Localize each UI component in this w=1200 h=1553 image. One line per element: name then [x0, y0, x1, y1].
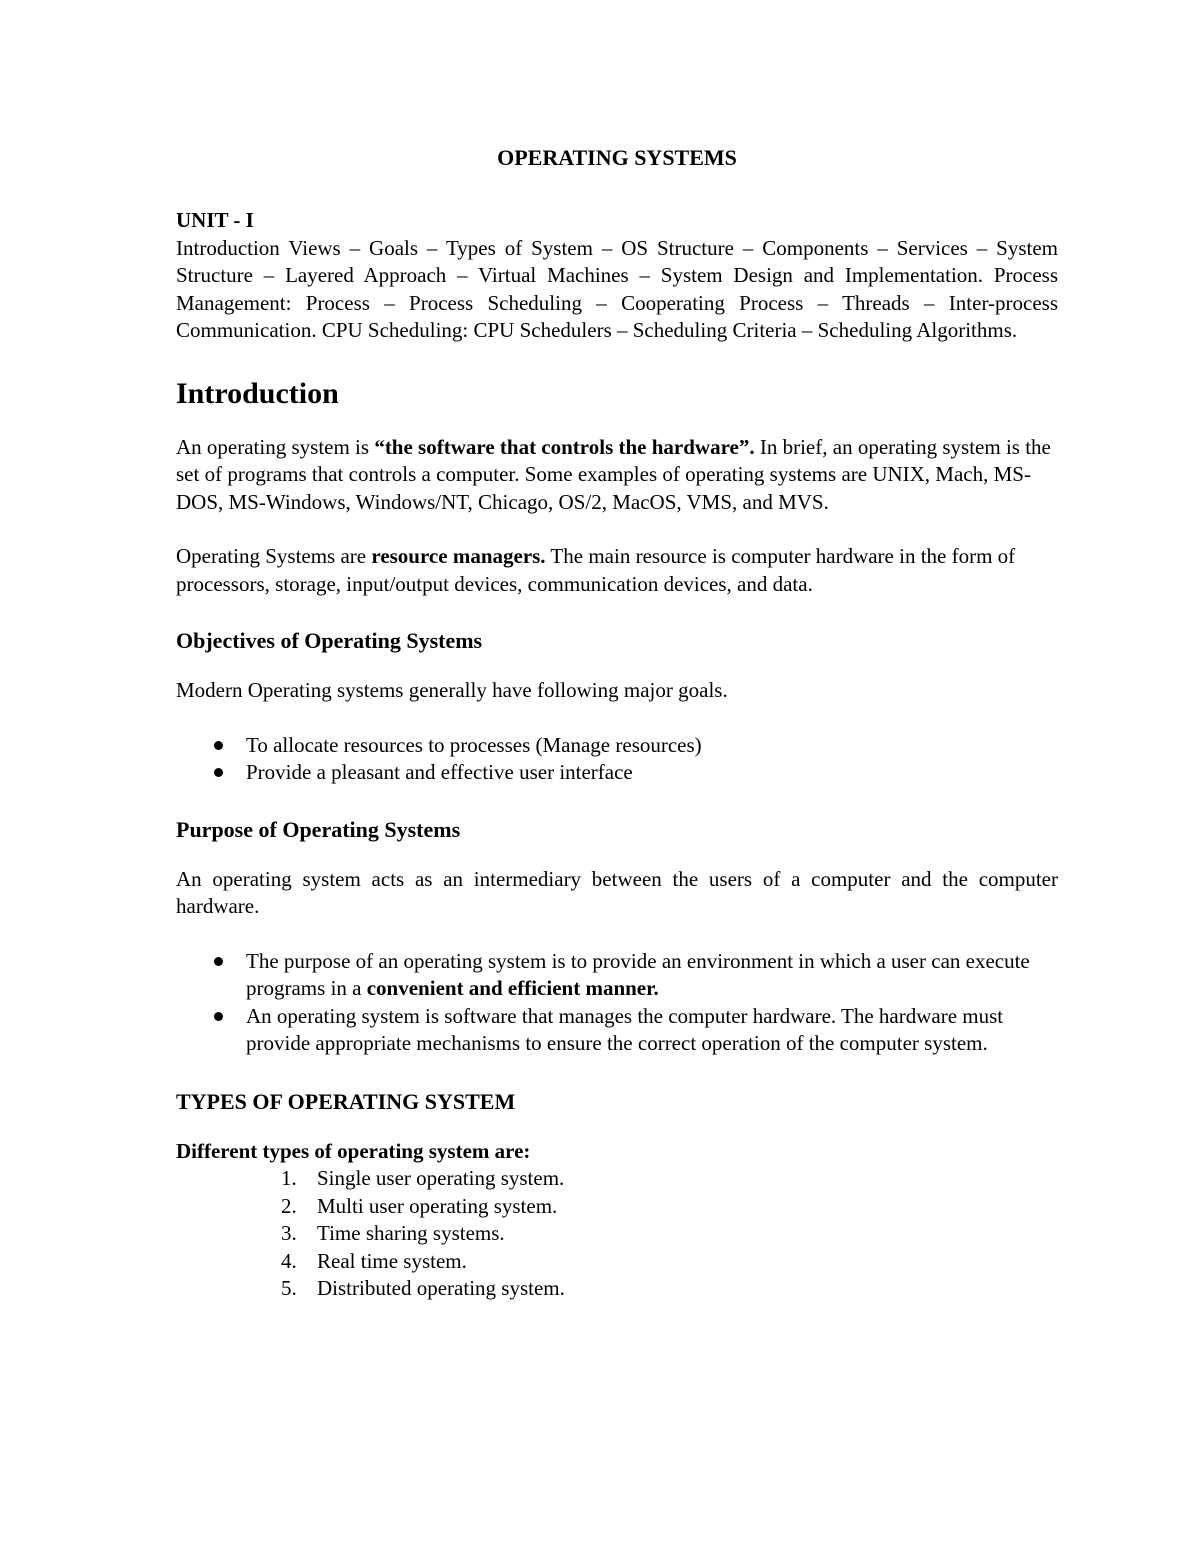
objectives-intro: Modern Operating systems generally have following major goals.	[176, 678, 728, 702]
objectives-list	[176, 732, 1058, 787]
purpose-heading: Purpose of Operating Systems	[176, 816, 461, 842]
types-heading: TYPES OF OPERATING SYSTEM	[176, 1088, 516, 1114]
list-item-text: Single user operating system.	[317, 1166, 565, 1190]
list-item-text: Real time system.	[317, 1248, 467, 1273]
types-subheading: Different types of operating system are:	[176, 1138, 531, 1163]
bullet-icon	[214, 1012, 223, 1021]
list-item	[176, 1165, 1058, 1193]
list-number: 5.	[281, 1276, 297, 1300]
list-item	[176, 732, 1058, 760]
types-list	[176, 1165, 1058, 1303]
intro-text-end: In brief, an operating system is the set of programs that controls a computer. Some examples of operating systems are UNIX, Mach, MS-DOS, MS-Windows, Windows/NT, Chicago, OS/2, MacOS, VMS, and MVS.	[176, 434, 1051, 514]
list-item-text: Distributed operating system.	[317, 1276, 565, 1300]
resource-bold-term: resource managers.	[371, 544, 546, 568]
list-item	[176, 948, 1058, 1003]
unit-label: UNIT - I	[176, 208, 254, 232]
purpose-bullet-bold: convenient and efficient manner.	[366, 976, 659, 1000]
list-item	[176, 1193, 1058, 1221]
bullet-icon	[214, 741, 223, 750]
list-number: 3.	[281, 1221, 297, 1245]
list-item	[176, 759, 1058, 787]
list-item-text: Multi user operating system.	[317, 1193, 558, 1218]
purpose-bullet-text-start: The purpose of an operating system is to provide an environment in which a user can execute programs in a	[246, 948, 1030, 1000]
resource-managers-paragraph	[176, 543, 1058, 598]
list-item	[176, 1003, 1058, 1058]
resource-text-end: The main resource is computer hardware in the form of processors, storage, input/output devices, communication devices, and data.	[176, 544, 1016, 596]
list-number: 4.	[281, 1248, 297, 1273]
resource-text-start: Operating Systems are	[176, 544, 372, 568]
objectives-heading: Objectives of Operating Systems	[176, 628, 483, 653]
bullet-icon	[214, 957, 223, 966]
introduction-heading: Introduction	[176, 376, 339, 410]
list-item-text: Provide a pleasant and effective user interface	[246, 760, 633, 784]
purpose-list	[176, 948, 1058, 1058]
unit-syllabus: Introduction Views – Goals – Types of System – OS Structure – Components – Services – System Structure – Layered Approach – Virtual Machines – System Design and Implementation. Process Management: Process – Process Scheduling – Cooperating Process – Threads – Inter-process Communication. CPU Scheduling: CPU Schedulers – Scheduling Criteria – Scheduling Algorithms.	[176, 235, 1058, 342]
list-number: 2.	[281, 1193, 297, 1218]
list-item-text: Time sharing systems.	[317, 1221, 505, 1245]
document-page	[176, 140, 1058, 1303]
document-title: OPERATING SYSTEMS	[497, 145, 737, 170]
bullet-icon	[214, 768, 223, 777]
intro-text-start: An operating system is	[176, 434, 375, 459]
intro-bold-definition: “the software that controls the hardware”.	[374, 434, 755, 459]
list-item	[176, 1275, 1058, 1303]
list-item-text: An operating system is software that manages the computer hardware. The hardware must provide appropriate mechanisms to ensure the correct operation of the computer system.	[246, 1003, 1004, 1055]
list-item	[176, 1248, 1058, 1276]
list-item	[176, 1220, 1058, 1248]
purpose-intro: An operating system acts as an intermediary between the users of a computer and the computer hardware.	[176, 866, 1058, 918]
list-item-text: To allocate resources to processes (Manage resources)	[246, 732, 702, 757]
list-number: 1.	[281, 1166, 297, 1190]
introduction-paragraph	[176, 434, 1058, 517]
